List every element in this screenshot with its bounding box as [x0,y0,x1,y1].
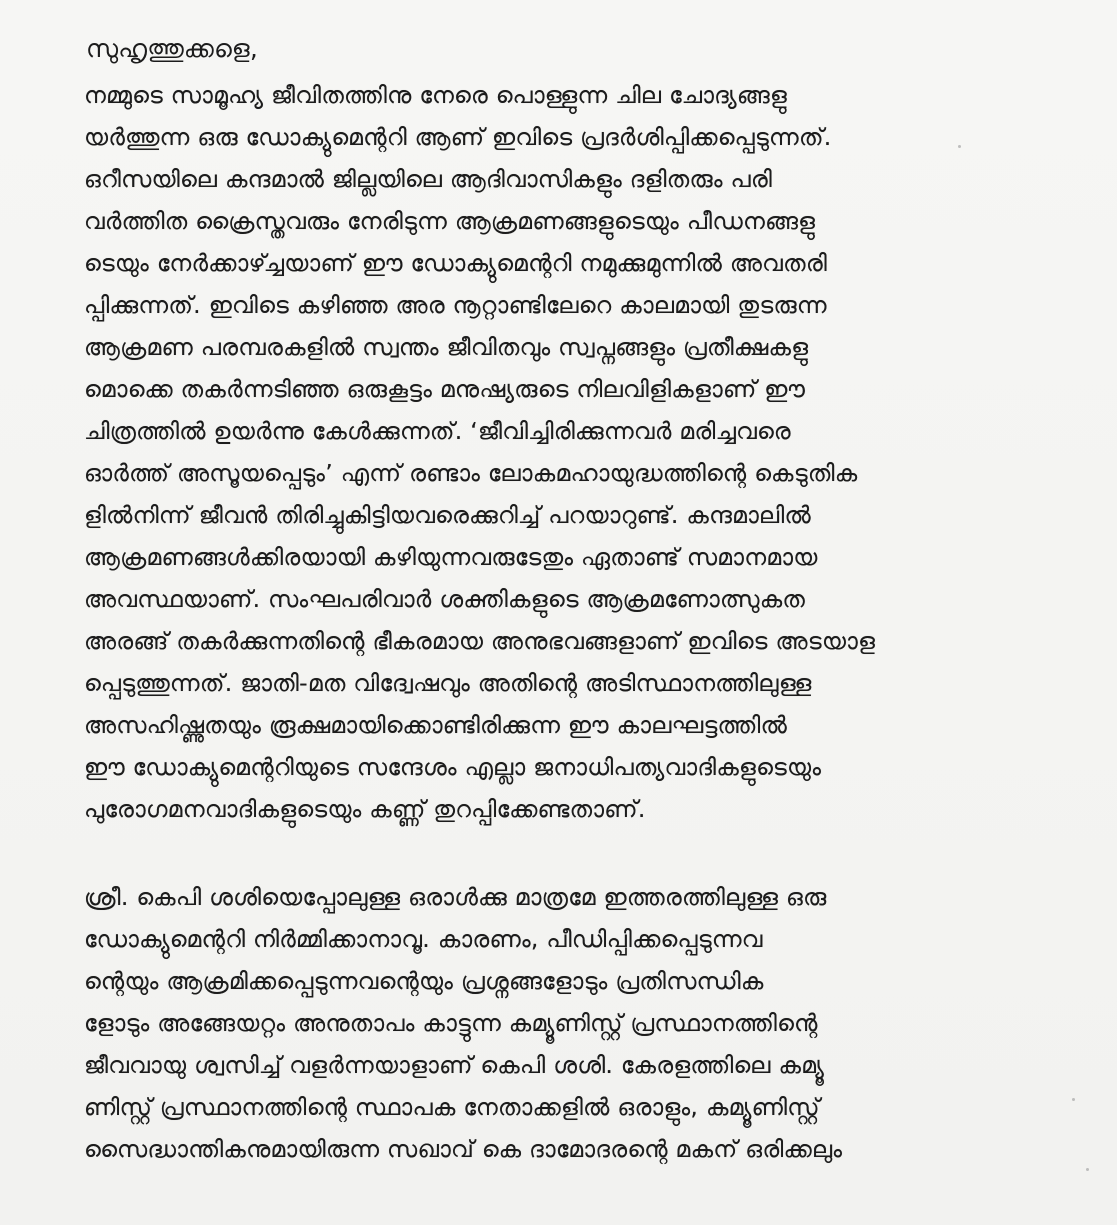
paragraph-line: ഈ ഡോക്യുമെന്ററിയുടെ സന്ദേശം എല്ലാ ജനാധിപത്യവാദികളുടെയും [84,753,822,781]
paragraph-line: ന്റെയും ആക്രമിക്കപ്പെടുന്നവന്റെയും പ്രശ്നങ്ങളോടും പ്രതിസന്ധിക [84,967,764,995]
paragraph-line: സൈദ്ധാന്തികനുമായിരുന്ന സഖാവ് കെ ദാമോദരന്റെ മകന് ഒരിക്കലും [84,1135,843,1163]
paragraph-line: ചിത്രത്തില്‍ ഉയര്‍ന്നു കേള്‍ക്കുന്നത്. ‘ജീവിച്ചിരിക്കുന്നവര്‍ മരിച്ചവരെ [84,417,791,445]
paragraph-line: പ്പിക്കുന്നത്. ഇവിടെ കഴിഞ്ഞ അര നൂറ്റാണ്ടിലേറെ കാലമായി തുടരുന്ന [84,291,827,319]
paragraph-kp-sasi [84,876,984,1170]
paper-speck [1086,1168,1089,1171]
paragraph-line: പുരോഗമനവാദികളുടെയും കണ്ണ് തുറപ്പിക്കേണ്ടതാണ്. [84,795,646,823]
paragraph-line: ണിസ്റ്റ് പ്രസ്ഥാനത്തിന്റെ സ്ഥാപക നേതാക്കളില്‍ ഒരാളും, കമ്യൂണിസ്റ്റ് [84,1093,820,1121]
paragraph-line: ജീവവായു ശ്വസിച്ച് വളര്‍ന്നയാളാണ് കെപി ശശി. കേരളത്തിലെ കമ്യൂ [84,1051,825,1079]
paragraph-line: നമ്മുടെ സാമൂഹ്യ ജീവിതത്തിനു നേരെ പൊള്ളുന്ന ചില ചോദ്യങ്ങളു [84,81,788,109]
paragraph-documentary-intro [84,74,984,830]
paragraph-line: ടെയും നേര്‍ക്കാഴ്ച്ചയാണ് ഈ ഡോക്യുമെന്ററി നമുക്കുമുന്നില്‍ അവതരി [84,249,828,277]
paragraph-line: ഒറീസയിലെ കന്ദമാല്‍ ജില്ലയിലെ ആദിവാസികളും ദളിതരും പരി [84,165,773,193]
paragraph-line: വര്‍ത്തിത ക്രൈസ്തവരും നേരിടുന്ന ആക്രമണങ്ങളുടെയും പീഡനങ്ങളു [84,207,816,235]
paper-speck [1072,1098,1075,1101]
paragraph-line: ളോടും അങ്ങേയറ്റം അനുതാപം കാട്ടുന്ന കമ്യൂണിസ്റ്റ് പ്രസ്ഥാനത്തിന്റെ [84,1009,818,1037]
paragraph-line: പ്പെടുത്തുന്നത്. ജാതി-മത വിദ്വേഷവും അതിന്റെ അടിസ്ഥാനത്തിലുള്ള [84,669,812,697]
paragraph-line: ഓര്‍ത്ത് അസൂയപ്പെടും’ എന്ന് രണ്ടാം ലോകമഹായുദ്ധത്തിന്റെ കെടുതിക [84,459,858,487]
paragraph-line: ആക്രമണങ്ങള്‍ക്കിരയായി കഴിയുന്നവരുടേതും ഏതാണ്ട് സമാനമായ [84,543,818,571]
paragraph-line: യര്‍ത്തുന്ന ഒരു ഡോക്യുമെന്ററി ആണ് ഇവിടെ പ്രദര്‍ശിപ്പിക്കപ്പെടുന്നത്. [84,123,832,151]
paragraph-line: ളില്‍നിന്ന് ജീവന്‍ തിരിച്ചുകിട്ടിയവരെക്കുറിച്ച് പറയാറുണ്ട്. കന്ദമാലില്‍ [84,501,812,529]
paragraph-line: ശ്രീ. കെപി ശശിയെപ്പോലുള്ള ഒരാള്‍ക്കു മാത്രമേ ഇത്തരത്തിലുള്ള ഒരു [84,883,827,911]
paragraph-line: ഡോക്യുമെന്ററി നിര്‍മ്മിക്കാനാവൂ. കാരണം, പീഡിപ്പിക്കപ്പെടുന്നവ [84,925,763,953]
paper-speck [958,145,961,148]
paragraph-line: മൊക്കെ തകര്‍ന്നടിഞ്ഞ ഒരുകൂട്ടം മനുഷ്യരുടെ നിലവിളികളാണ് ഈ [84,375,806,403]
paragraph-line: ആക്രമണ പരമ്പരകളില്‍ സ്വന്തം ജീവിതവും സ്വപ്നങ്ങളും പ്രതീക്ഷകളു [84,333,809,361]
paragraph-line: അസഹിഷ്ണുതയും രൂക്ഷമായിക്കൊണ്ടിരിക്കുന്ന ഈ കാലഘട്ടത്തില്‍ [84,711,788,739]
paragraph-line: അരങ്ങ് തകര്‍ക്കുന്നതിന്റെ ഭീകരമായ അനുഭവങ്ങളാണ് ഇവിടെ അടയാള [84,627,876,655]
salutation: സുഹൃത്തുക്കളെ, [86,34,258,63]
paragraph-line: അവസ്ഥയാണ്. സംഘപരിവാര്‍ ശക്തികളുടെ ആക്രമണോത്സുകത [84,585,806,613]
